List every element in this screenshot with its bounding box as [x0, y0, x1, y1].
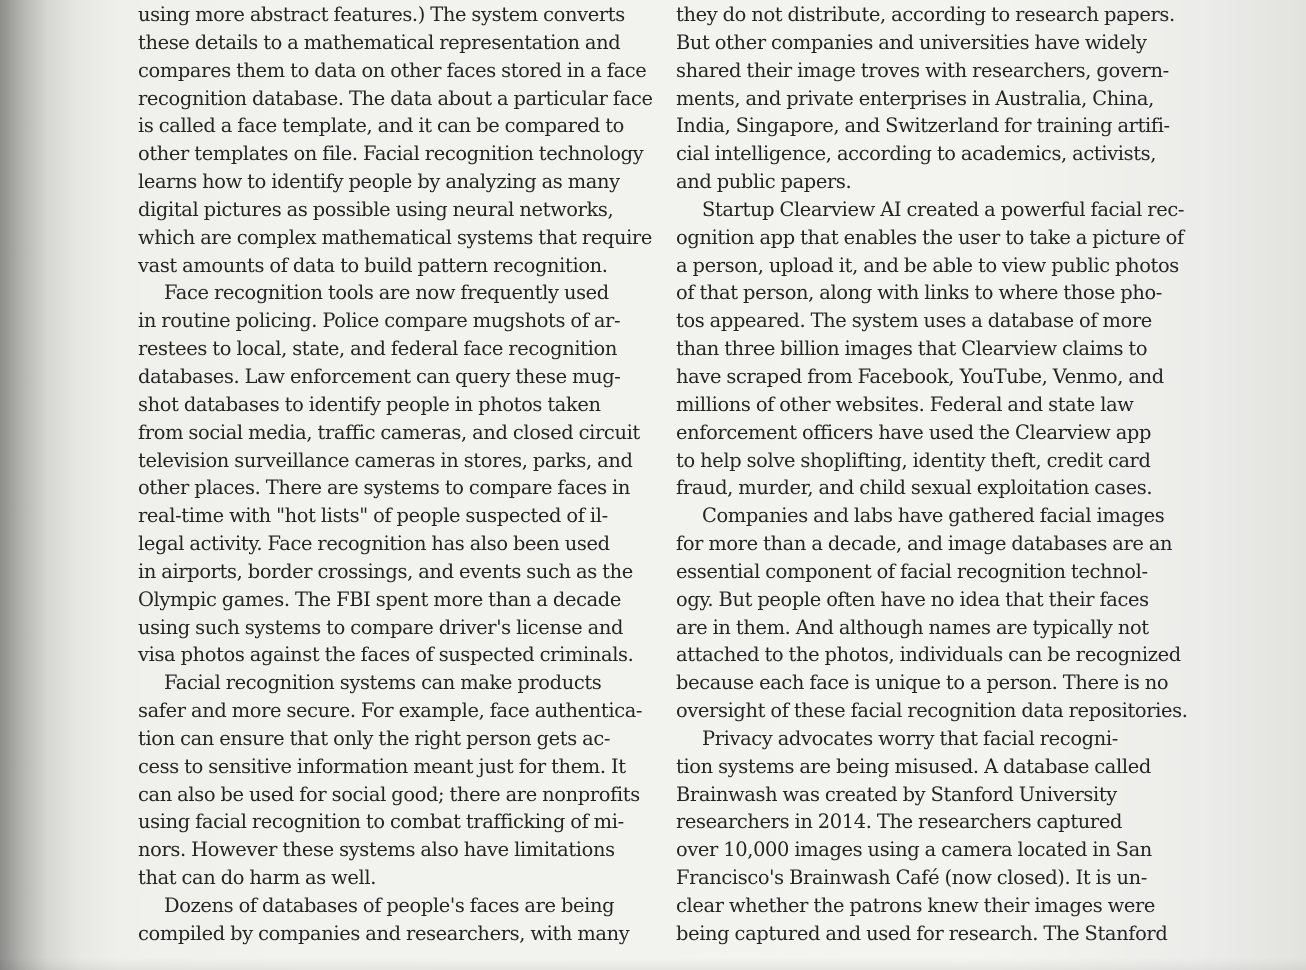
text-line: visa photos against the faces of suspected criminals.: [138, 643, 634, 667]
text-line: vast amounts of data to build pattern recognition.: [138, 253, 608, 277]
text-line: they do not distribute, according to research papers.: [676, 3, 1175, 26]
text-line: restees to local, state, and federal face recognition: [138, 337, 617, 361]
text-line: of that person, along with links to where those pho-: [676, 281, 1162, 305]
text-line: shot databases to identify people in photos taken: [138, 392, 601, 416]
text-line: in airports, border crossings, and events such as the: [138, 559, 633, 583]
text-line: Brainwash was created by Stanford University: [676, 782, 1117, 806]
text-line: real-time with "hot lists" of people suspected of il-: [138, 504, 608, 528]
text-line: for more than a decade, and image databases are an: [676, 532, 1173, 556]
page-bottom-shadow: [0, 958, 1306, 970]
text-line: in routine policing. Police compare mugshots of ar-: [138, 309, 621, 333]
text-line: millions of other websites. Federal and state law: [676, 392, 1134, 416]
text-line: India, Singapore, and Switzerland for training artifi-: [676, 114, 1170, 138]
text-line: that can do harm as well.: [138, 866, 377, 890]
text-line: tos appeared. The system uses a database of more: [676, 309, 1152, 333]
text-line: Francisco's Brainwash Café (now closed). It is un-: [676, 866, 1147, 890]
text-line: attached to the photos, individuals can be recognized: [676, 643, 1181, 667]
text-line: can also be used for social good; there are nonprofits: [138, 782, 640, 806]
text-line: compiled by companies and researchers, with many: [138, 921, 630, 945]
left-text-column: [138, 1, 653, 948]
text-line: ognition app that enables the user to take a picture of: [676, 225, 1184, 249]
text-line: clear whether the patrons knew their images were: [676, 894, 1156, 917]
text-line: shared their image troves with researchers, govern-: [676, 58, 1169, 82]
text-line: using such systems to compare driver's license and: [138, 615, 624, 639]
text-line: digital pictures as possible using neural networks,: [138, 197, 614, 221]
text-line: ogy. But people often have no idea that their faces: [676, 587, 1149, 611]
text-line: tion can ensure that only the right person gets ac-: [138, 726, 611, 750]
text-line: learns how to identify people by analyzing as many: [138, 170, 620, 194]
text-line: than three billion images that Clearview claims to: [676, 337, 1148, 361]
text-line: to help solve shoplifting, identity theft, credit card: [676, 448, 1151, 472]
text-line: using facial recognition to combat trafficking of mi-: [138, 810, 624, 834]
text-line: But other companies and universities have widely: [676, 30, 1147, 54]
text-line: television surveillance cameras in stores, parks, and: [138, 448, 633, 472]
text-line: from social media, traffic cameras, and closed circuit: [138, 420, 640, 444]
text-line: Startup Clearview AI created a powerful facial rec-: [702, 197, 1185, 221]
text-line: cial intelligence, according to academics, activists,: [676, 142, 1157, 166]
text-line: Companies and labs have gathered facial images: [702, 504, 1165, 528]
text-line: other places. There are systems to compare faces in: [138, 476, 631, 500]
text-line: because each face is unique to a person. There is no: [676, 671, 1169, 695]
text-line: tion systems are being misused. A database called: [676, 754, 1151, 778]
text-line: oversight of these facial recognition data repositories.: [676, 699, 1188, 723]
text-line: is called a face template, and it can be compared to: [138, 114, 624, 138]
text-line: safer and more secure. For example, face authentica-: [138, 699, 643, 723]
text-line: cess to sensitive information meant just for them. It: [138, 754, 626, 778]
text-line: over 10,000 images using a camera located in San: [676, 838, 1152, 862]
text-line: and public papers.: [676, 170, 852, 194]
text-line: recognition database. The data about a particular face: [138, 86, 653, 110]
text-line: databases. Law enforcement can query these mug-: [138, 364, 621, 388]
text-line: which are complex mathematical systems that require: [138, 225, 652, 249]
text-line: have scraped from Facebook, YouTube, Venmo, and: [676, 364, 1164, 388]
text-line: enforcement officers have used the Clearview app: [676, 420, 1152, 444]
text-line: Olympic games. The FBI spent more than a decade: [138, 587, 621, 611]
right-text-column: [676, 1, 1192, 948]
text-line: using more abstract features.) The system converts: [138, 3, 625, 26]
text-line: a person, upload it, and be able to view public photos: [676, 253, 1179, 277]
text-line: these details to a mathematical representation and: [138, 30, 621, 54]
text-line: researchers in 2014. The researchers captured: [676, 810, 1123, 834]
text-line: Face recognition tools are now frequently used: [164, 281, 609, 305]
text-line: Privacy advocates worry that facial recogni-: [702, 726, 1118, 750]
text-line: ments, and private enterprises in Australia, China,: [676, 86, 1154, 110]
text-line: Facial recognition systems can make products: [164, 671, 602, 695]
text-line: essential component of facial recognition technol-: [676, 559, 1148, 583]
text-line: compares them to data on other faces stored in a face: [138, 58, 647, 82]
text-line: are in them. And although names are typically not: [676, 615, 1149, 639]
text-line: Dozens of databases of people's faces are being: [164, 894, 615, 917]
text-line: being captured and used for research. The Stanford: [676, 921, 1168, 945]
text-line: legal activity. Face recognition has also been used: [138, 532, 610, 556]
text-line: nors. However these systems also have limitations: [138, 838, 615, 862]
text-line: fraud, murder, and child sexual exploitation cases.: [676, 476, 1153, 500]
text-line: other templates on file. Facial recognition technology: [138, 142, 644, 166]
